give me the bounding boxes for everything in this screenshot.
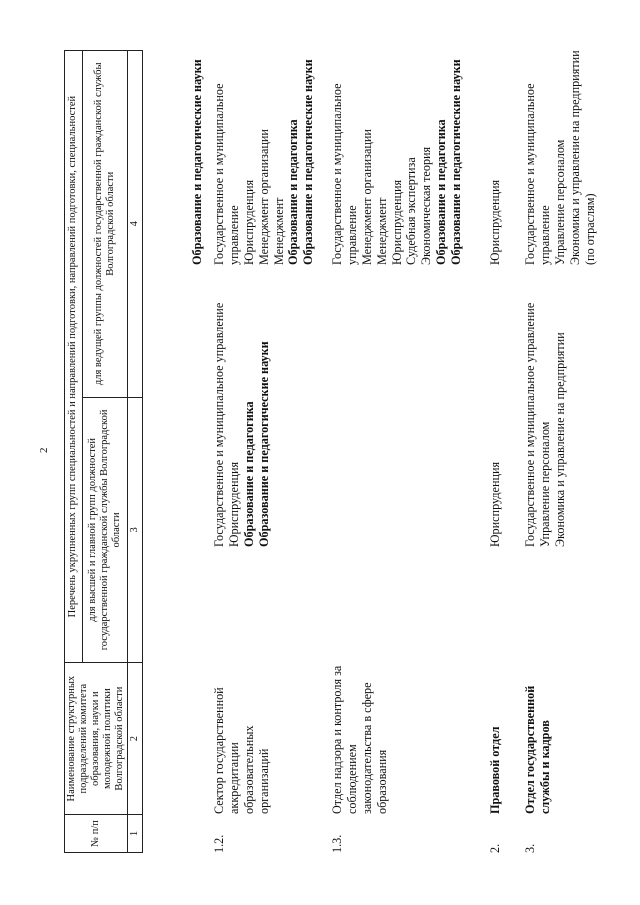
header-col1: № п/п: [65, 815, 128, 853]
list-item: Образование и педагогические науки: [449, 59, 463, 265]
header-colnum-2: 2: [128, 663, 143, 815]
list-item: Государственное и муниципальное управление: [212, 302, 226, 547]
list-item: Юриспруденция: [488, 461, 502, 547]
list-item: Образование и педагогические науки: [301, 59, 316, 265]
row-number: 1.2.: [212, 834, 226, 853]
list-item: Образование и педагогика: [434, 119, 449, 265]
row-specialties-lead: [190, 35, 205, 265]
header-colnum-1: 1: [128, 815, 143, 853]
row-unit: Сектор государственной аккредитации образовательных организаций: [212, 687, 271, 814]
header-col34: Перечень укрупненных групп специальностей и направлений подготовки, направлений подготовки, специальностей: [65, 51, 83, 663]
list-item: Юриспруденция: [226, 461, 241, 547]
row-number: 3.: [523, 843, 537, 853]
row-specialties-senior: [523, 277, 568, 547]
list-item: Менеджмент: [374, 197, 389, 265]
row-unit: Отдел надзора и контроля за соблюдением законодательства в сфере образования: [330, 665, 389, 814]
list-item: Управление персоналом: [537, 421, 552, 547]
list-item: Государственное и муниципальное управление: [523, 302, 537, 547]
row-specialties-lead: [330, 35, 464, 265]
header-colnum-3: 3: [128, 397, 143, 663]
list-item: Менеджмент организации: [359, 129, 374, 265]
list-item: Образование и педагогика: [241, 401, 256, 547]
list-item: Юриспруденция: [241, 179, 256, 265]
list-item: Экономика и управление на предприятии (по отраслям): [567, 50, 597, 265]
list-item: Управление персоналом: [552, 139, 567, 265]
list-item: Экономика и управление на предприятии: [552, 332, 567, 547]
header-col3: для высшей и главной групп должностей государственной гражданской службы Волгоградской области: [82, 397, 128, 663]
list-item: Образование и педагогика: [286, 119, 301, 265]
header-table: [64, 50, 143, 853]
list-item: Юриспруденция: [488, 179, 502, 265]
list-item: Менеджмент организации: [256, 129, 271, 265]
row-specialties-lead: [488, 35, 503, 265]
list-item: Образование и педагогические науки: [190, 59, 204, 265]
header-colnum-4: 4: [128, 51, 143, 398]
row-specialties-lead: [212, 35, 316, 265]
list-item: Юриспруденция: [389, 179, 404, 265]
list-item: Судебная экспертиза: [404, 157, 419, 265]
list-item: Образование и педагогические науки: [256, 341, 271, 547]
list-item: Менеджмент: [271, 197, 286, 265]
row-unit: Правовой отдел: [488, 726, 502, 814]
list-item: Экономическая теория: [419, 146, 434, 265]
row-number: 2.: [488, 843, 502, 853]
header-col4: для ведущей группы должностей государственной гражданской службы Волгоградской области: [82, 51, 128, 398]
list-item: Государственное и муниципальное управление: [212, 83, 241, 265]
page-number: 2: [38, 447, 50, 453]
row-number: 1.3.: [330, 834, 344, 853]
list-item: Государственное и муниципальное управление: [523, 83, 552, 265]
row-specialties-lead: [523, 35, 597, 265]
row-unit: Отдел государственной службы и кадров: [523, 685, 552, 814]
list-item: Государственное и муниципальное управление: [330, 83, 359, 265]
header-col2: Наименование структурных подразделений комитета образования, науки и молодежной политики Волгоградской области: [65, 663, 128, 815]
row-specialties-senior: [488, 277, 503, 547]
row-specialties-senior: [212, 277, 272, 547]
